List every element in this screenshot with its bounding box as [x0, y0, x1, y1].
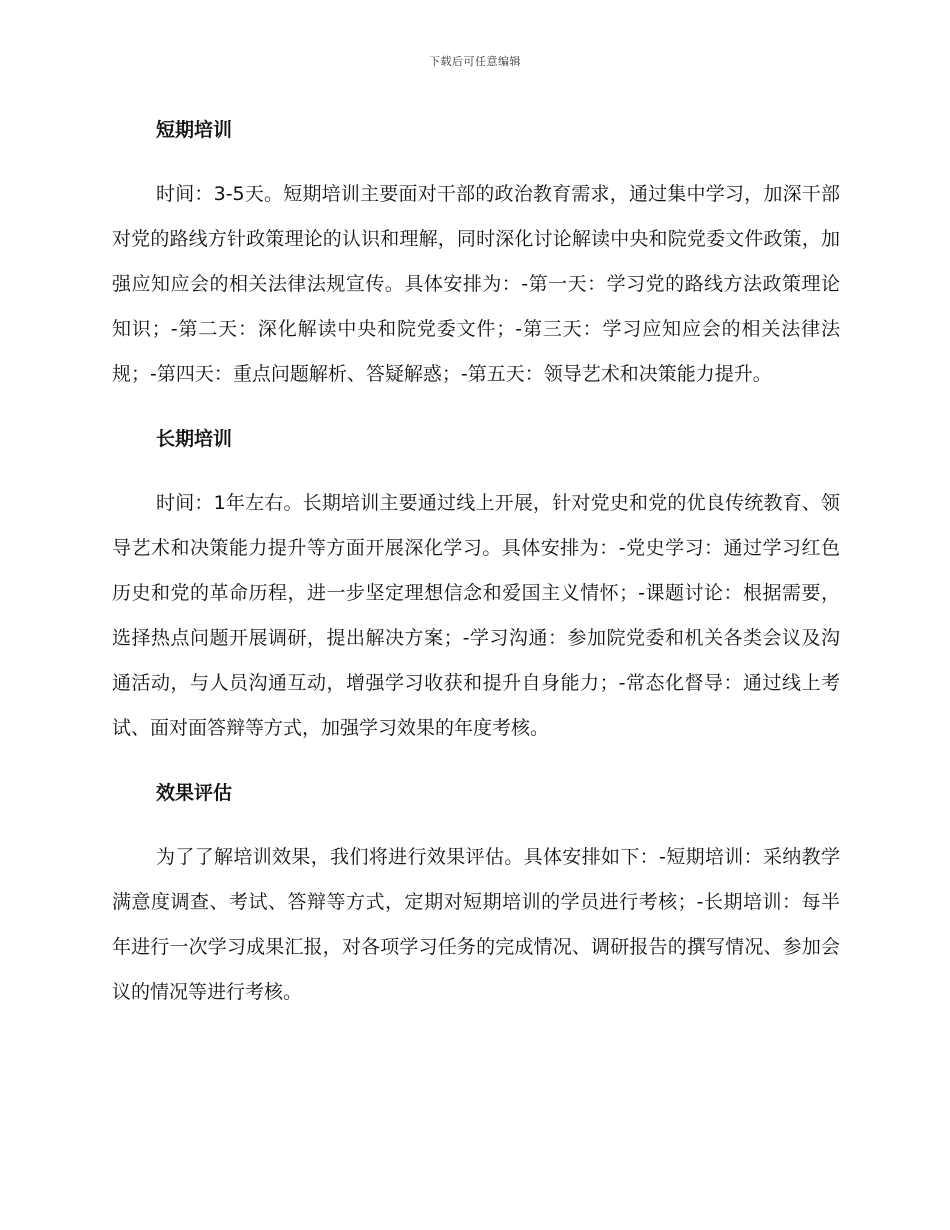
section-body-short-term-training: 时间：3-5天。短期培训主要面对干部的政治教育需求，通过集中学习，加深干部对党的路线方针政策理论的认识和理解，同时深化讨论解读中央和院党委文件政策，加强应知应会的相关法律法规宣传。具体安排为：-第一天：学习党的路线方法政策理论知识；-第二天：深化解读中央和院党委文件；-第三天：学习应知应会的相关法律法规；-第四天：重点问题解析、答疑解惑；-第五天：领导艺术和决策能力提升。 [112, 183, 840, 385]
section-body-long-term-training: 时间：1年左右。长期培训主要通过线上开展，针对党史和党的优良传统教育、领导艺术和决策能力提升等方面开展深化学习。具体安排为：-党史学习：通过学习红色历史和党的革命历程，进一步坚定理想信念和爱国主义情怀；-课题讨论：根据需要，选择热点问题开展调研，提出解决方案；-学习沟通：参加院党委和机关各类会议及沟通活动，与人员沟通互动，增强学习收获和提升自身能力；-常态化督导：通过线上考试、面对面答辩等方式，加强学习效果的年度考核。 [112, 492, 840, 739]
section-body-effect-evaluation: 为了了解培训效果，我们将进行效果评估。具体安排如下：-短期培训：采纳教学满意度调查、考试、答辩等方式，定期对短期培训的学员进行考核；-长期培训：每半年进行一次学习成果汇报，对各项学习任务的完成情况、调研报告的撰写情况、参加会议的情况等进行考核。 [112, 846, 840, 1003]
section-heading-effect-evaluation: 效果评估 [156, 782, 233, 804]
page-header-note: 下载后可任意编辑 [429, 55, 521, 68]
section-heading-long-term-training: 长期培训 [156, 428, 233, 450]
document-body [112, 108, 840, 1015]
section-heading-short-term-training: 短期培训 [156, 119, 233, 141]
